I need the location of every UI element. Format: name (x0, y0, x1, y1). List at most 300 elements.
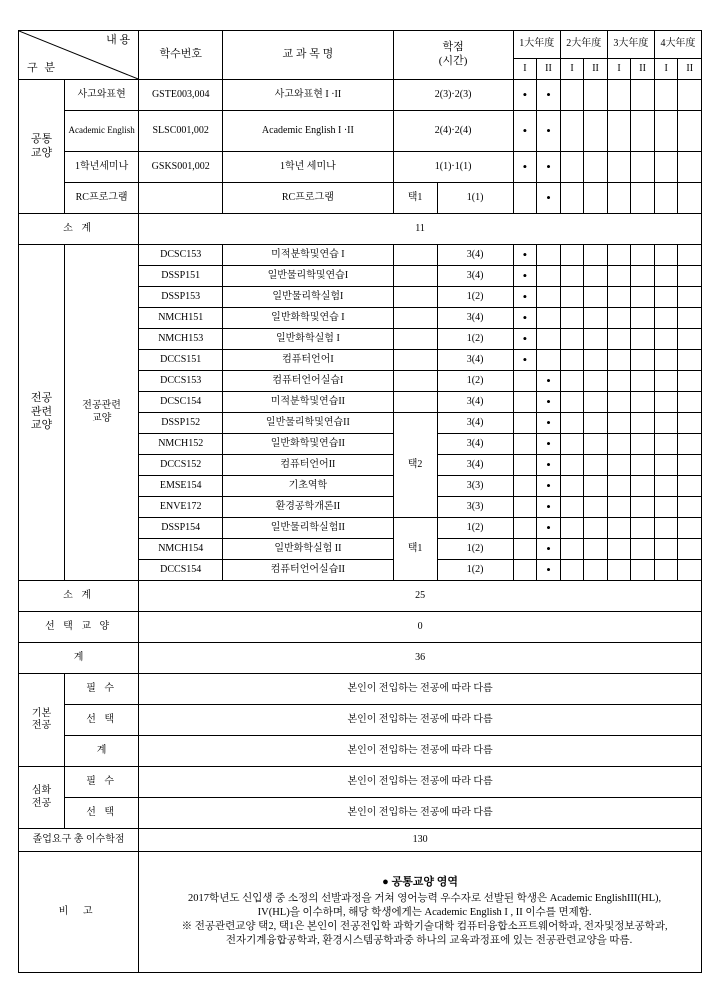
semester-mark (607, 350, 631, 371)
semester-mark (560, 266, 584, 287)
semester-mark (560, 392, 584, 413)
advanced-major-line2: 전공 (31, 797, 52, 809)
remark-heading (139, 876, 701, 890)
semester-mark (560, 455, 584, 476)
semester-mark (631, 413, 655, 434)
header-year-2: 2大年度 (560, 31, 607, 59)
semester-mark (607, 152, 631, 183)
semester-mark (607, 183, 631, 214)
semester-mark (584, 518, 608, 539)
remark-line-3 (139, 920, 701, 933)
semester-mark (584, 329, 608, 350)
curriculum-table (18, 30, 702, 973)
semester-mark (678, 392, 702, 413)
semester-mark (678, 476, 702, 497)
course-pick (393, 266, 437, 287)
semester-mark (631, 455, 655, 476)
course-code: SLSC001,002 (139, 111, 223, 152)
header-corner-top-label: 내 용 (106, 34, 131, 46)
semester-mark (537, 266, 561, 287)
header-year-1: 1大年度 (513, 31, 560, 59)
semester-mark (631, 350, 655, 371)
course-title: 일반화학및연습II (223, 434, 393, 455)
semester-mark (607, 518, 631, 539)
course-title: 1학년 세미나 (223, 152, 393, 183)
semester-mark (607, 371, 631, 392)
semester-mark (654, 287, 678, 308)
course-code: DSSP153 (139, 287, 223, 308)
course-code: NMCH153 (139, 329, 223, 350)
semester-mark (678, 80, 702, 111)
semester-mark (513, 371, 537, 392)
semester-mark (560, 350, 584, 371)
semester-mark (537, 350, 561, 371)
subtotal-value: 11 (139, 214, 702, 245)
course-credit: 3(4) (437, 308, 513, 329)
semester-mark: • (537, 539, 561, 560)
semester-mark (584, 152, 608, 183)
advanced-major-elective-value: 본인이 전입하는 전공에 따라 다름 (139, 798, 702, 829)
subtotal-value: 25 (139, 581, 702, 612)
remark-row (19, 852, 702, 973)
course-credit: 3(4) (437, 266, 513, 287)
header-course-no: 학수번호 (139, 31, 223, 80)
semester-mark (631, 434, 655, 455)
advanced-major-required-row (19, 767, 702, 798)
total-liberal-label: 계 (19, 643, 139, 674)
remark-line-4: 전자기계융합공학과, 환경시스템공학과중 하나의 교육과정표에 있는 전공관련교양을 따름. (225, 935, 633, 946)
course-title: 사고와표현 I ·II (223, 80, 393, 111)
semester-mark (678, 287, 702, 308)
course-code: NMCH152 (139, 434, 223, 455)
course-credit: 3(4) (437, 392, 513, 413)
semester-mark (607, 539, 631, 560)
course-title: 일반물리학실험I (223, 287, 393, 308)
asterisk-icon: ※ (181, 920, 193, 932)
remark-line-2: IV(HL)을 이수하며, 해당 학생에게는 Academic English I , II 이수를 면제함. (257, 906, 592, 918)
course-pick (393, 287, 437, 308)
course-title: 일반물리학실험II (223, 518, 393, 539)
course-code (139, 183, 223, 214)
semester-mark (584, 80, 608, 111)
course-pick (393, 371, 437, 392)
semester-mark (513, 183, 537, 214)
area-label (65, 111, 139, 152)
semester-mark (607, 476, 631, 497)
semester-mark: • (513, 308, 537, 329)
section-label-mr-line3: 교양 (30, 419, 53, 432)
semester-mark: • (537, 152, 561, 183)
header-credit-line1: 학점 (442, 41, 464, 54)
semester-mark (607, 455, 631, 476)
course-credit: 3(4) (437, 245, 513, 266)
semester-mark (584, 539, 608, 560)
course-title: 미적분학및연습II (223, 392, 393, 413)
section-label-common-line1: 공통 (30, 132, 53, 145)
semester-mark (560, 329, 584, 350)
header-corner-bottom-label: 구 분 (27, 62, 58, 75)
header-sem-4-2: II (678, 59, 702, 80)
semester-mark (537, 308, 561, 329)
semester-mark (678, 497, 702, 518)
semester-mark (678, 308, 702, 329)
course-title: RC프로그램 (223, 183, 393, 214)
semester-mark (654, 476, 678, 497)
total-liberal-value: 36 (139, 643, 702, 674)
semester-mark (513, 476, 537, 497)
semester-mark (584, 111, 608, 152)
semester-mark (560, 287, 584, 308)
basic-major-required-row (19, 674, 702, 705)
section-label-common-line2: 교양 (30, 146, 53, 159)
semester-mark (631, 111, 655, 152)
elective-liberal-label: 선 택 교 양 (19, 612, 139, 643)
elective-liberal-row (19, 612, 702, 643)
course-pick (393, 329, 437, 350)
header-sem-3-1: I (607, 59, 631, 80)
semester-mark (631, 497, 655, 518)
semester-mark (584, 183, 608, 214)
semester-mark (678, 245, 702, 266)
semester-mark (560, 518, 584, 539)
course-credit: 2(3)·2(3) (393, 80, 513, 111)
semester-mark (584, 560, 608, 581)
header-course-title: 교 과 목 명 (223, 31, 393, 80)
course-title: 기초역학 (223, 476, 393, 497)
basic-major-required-label: 필 수 (65, 674, 139, 705)
semester-mark (631, 308, 655, 329)
course-credit: 1(2) (437, 518, 513, 539)
semester-mark: • (537, 518, 561, 539)
course-title: 미적분학및연습 I (223, 245, 393, 266)
subtotal-label: 소 계 (19, 214, 139, 245)
semester-mark (654, 350, 678, 371)
semester-mark (678, 371, 702, 392)
course-title: 컴퓨터언어실습II (223, 560, 393, 581)
area-label-text: Academic English (68, 125, 135, 136)
semester-mark: • (513, 111, 537, 152)
semester-mark: • (537, 111, 561, 152)
course-code: DCSC153 (139, 245, 223, 266)
semester-mark (513, 455, 537, 476)
semester-mark (560, 152, 584, 183)
course-pick-group: 택1 (393, 518, 437, 581)
section-label-major-related (19, 245, 65, 581)
header-year-4: 4大年度 (654, 31, 701, 59)
course-pick (393, 350, 437, 371)
course-title: Academic English I ·II (223, 111, 393, 152)
semester-mark (560, 80, 584, 111)
basic-major-elective-row (19, 705, 702, 736)
course-title: 일반화학실험 II (223, 539, 393, 560)
semester-mark (607, 308, 631, 329)
course-title: 일반화학실험 I (223, 329, 393, 350)
semester-mark: • (537, 497, 561, 518)
basic-major-total-row (19, 736, 702, 767)
semester-mark (654, 245, 678, 266)
course-title: 일반물리학및연습II (223, 413, 393, 434)
semester-mark: • (513, 80, 537, 111)
remark-heading-text: 공통교양 영역 (391, 875, 459, 888)
semester-mark (678, 560, 702, 581)
semester-mark (607, 266, 631, 287)
remark-line-3-text: 전공관련교양 택2, 택1은 본인이 전공전입학 과학기술대학 컴퓨터융합소프트웨어학과, 전자및정보공학과, (194, 920, 668, 932)
graduation-label: 졸업요구 총 이수학점 (19, 829, 139, 852)
semester-mark (654, 80, 678, 111)
table-row (19, 245, 702, 266)
semester-mark (607, 329, 631, 350)
subtotal-label: 소 계 (19, 581, 139, 612)
semester-mark (678, 434, 702, 455)
semester-mark: • (537, 183, 561, 214)
basic-major-elective-value: 본인이 전입하는 전공에 따라 다름 (139, 705, 702, 736)
semester-mark (678, 539, 702, 560)
semester-mark (537, 329, 561, 350)
semester-mark (560, 413, 584, 434)
header-sem-2-1: I (560, 59, 584, 80)
remark-label: 비 고 (19, 852, 139, 973)
course-credit: 3(4) (437, 455, 513, 476)
semester-mark (654, 518, 678, 539)
course-code: DCCS151 (139, 350, 223, 371)
course-title: 일반물리학및연습I (223, 266, 393, 287)
semester-mark: • (513, 266, 537, 287)
semester-mark (584, 350, 608, 371)
table-row (19, 80, 702, 111)
semester-mark (607, 497, 631, 518)
subtotal-row-major-related (19, 581, 702, 612)
semester-mark: • (537, 413, 561, 434)
semester-mark (607, 560, 631, 581)
semester-mark (678, 111, 702, 152)
semester-mark (560, 497, 584, 518)
semester-mark (584, 266, 608, 287)
course-credit: 1(2) (437, 539, 513, 560)
semester-mark (560, 539, 584, 560)
advanced-major-required-value: 본인이 전입하는 전공에 따라 다름 (139, 767, 702, 798)
basic-major-line1: 기본 (31, 707, 52, 719)
advanced-major-required-label: 필 수 (65, 767, 139, 798)
advanced-major-elective-label: 선 택 (65, 798, 139, 829)
semester-mark (654, 308, 678, 329)
table-header-row-1 (19, 31, 702, 59)
course-code: DSSP151 (139, 266, 223, 287)
course-credit: 2(4)·2(4) (393, 111, 513, 152)
semester-mark (678, 183, 702, 214)
header-credit (393, 31, 513, 80)
basic-major-line2: 전공 (31, 720, 52, 731)
course-pick (393, 245, 437, 266)
course-code: DCSC154 (139, 392, 223, 413)
remark-content (139, 852, 702, 973)
course-credit: 1(2) (437, 287, 513, 308)
table-row (19, 152, 702, 183)
course-title: 환경공학개론II (223, 497, 393, 518)
semester-mark: • (513, 287, 537, 308)
semester-mark (654, 266, 678, 287)
semester-mark (631, 152, 655, 183)
semester-mark (537, 245, 561, 266)
semester-mark (584, 497, 608, 518)
basic-major-required-value: 본인이 전입하는 전공에 따라 다름 (139, 674, 702, 705)
semester-mark (631, 392, 655, 413)
semester-mark (584, 245, 608, 266)
course-code: GSTE003,004 (139, 80, 223, 111)
semester-mark (654, 539, 678, 560)
course-code: EMSE154 (139, 476, 223, 497)
semester-mark (513, 413, 537, 434)
course-title: 컴퓨터언어실습I (223, 371, 393, 392)
header-sem-3-2: II (631, 59, 655, 80)
area-label: 1학년세미나 (65, 152, 139, 183)
semester-mark (584, 308, 608, 329)
semester-mark (584, 455, 608, 476)
semester-mark: • (513, 152, 537, 183)
semester-mark (513, 560, 537, 581)
course-credit: 1(2) (437, 560, 513, 581)
semester-mark (678, 350, 702, 371)
header-sem-1-2: II (537, 59, 561, 80)
semester-mark (607, 392, 631, 413)
course-credit: 3(4) (437, 413, 513, 434)
course-code: DSSP154 (139, 518, 223, 539)
graduation-row (19, 829, 702, 852)
course-credit: 3(4) (437, 434, 513, 455)
semester-mark (631, 560, 655, 581)
semester-mark (560, 111, 584, 152)
course-title: 컴퓨터언어II (223, 455, 393, 476)
semester-mark (513, 497, 537, 518)
semester-mark (560, 371, 584, 392)
semester-mark (584, 371, 608, 392)
graduation-value: 130 (139, 829, 702, 852)
semester-mark (654, 455, 678, 476)
course-credit: 3(4) (437, 350, 513, 371)
semester-mark (584, 392, 608, 413)
semester-mark (584, 476, 608, 497)
area-label: 사고와표현 (65, 80, 139, 111)
semester-mark (631, 266, 655, 287)
semester-mark (631, 329, 655, 350)
semester-mark (654, 371, 678, 392)
course-code: DCCS154 (139, 560, 223, 581)
semester-mark (631, 476, 655, 497)
semester-mark (678, 266, 702, 287)
semester-mark (560, 308, 584, 329)
remark-line-1: 2017학년도 신입생 중 소정의 선발과정을 거쳐 영어능력 우수자로 선발된 학생은 Academic EnglishIII(HL), (188, 892, 662, 904)
semester-mark (513, 539, 537, 560)
section-label-mr-line1: 전공 (30, 391, 53, 404)
semester-mark (654, 497, 678, 518)
semester-mark (537, 287, 561, 308)
course-title: 일반화학및연습 I (223, 308, 393, 329)
semester-mark (631, 183, 655, 214)
semester-mark (560, 476, 584, 497)
semester-mark (607, 245, 631, 266)
header-sem-1-1: I (513, 59, 537, 80)
semester-mark (513, 392, 537, 413)
header-year-3: 3大年度 (607, 31, 654, 59)
course-code: DSSP152 (139, 413, 223, 434)
semester-mark (607, 434, 631, 455)
semester-mark (654, 329, 678, 350)
semester-mark (607, 111, 631, 152)
semester-mark (654, 413, 678, 434)
header-sem-4-1: I (654, 59, 678, 80)
semester-mark (654, 434, 678, 455)
course-pick (393, 392, 437, 413)
semester-mark (607, 413, 631, 434)
semester-mark (631, 80, 655, 111)
semester-mark (631, 245, 655, 266)
area-label-mr-line1: 전공관련 (82, 400, 121, 411)
semester-mark: • (537, 80, 561, 111)
semester-mark (607, 80, 631, 111)
semester-mark (678, 152, 702, 183)
semester-mark (678, 413, 702, 434)
section-label-basic-major (19, 674, 65, 767)
elective-liberal-value: 0 (139, 612, 702, 643)
course-title: 컴퓨터언어I (223, 350, 393, 371)
semester-mark: • (537, 560, 561, 581)
course-credit: 1(1)·1(1) (393, 152, 513, 183)
semester-mark (631, 371, 655, 392)
area-label: RC프로그램 (65, 183, 139, 214)
semester-mark (560, 245, 584, 266)
semester-mark (584, 287, 608, 308)
semester-mark (584, 434, 608, 455)
semester-mark (654, 183, 678, 214)
bullet-icon: ● (382, 875, 389, 888)
semester-mark (678, 329, 702, 350)
course-code: DCCS152 (139, 455, 223, 476)
section-label-mr-line2: 관련 (30, 405, 53, 418)
advanced-major-line1: 심화 (31, 785, 52, 796)
semester-mark (631, 287, 655, 308)
subtotal-row-common (19, 214, 702, 245)
semester-mark: • (513, 245, 537, 266)
course-code: DCCS153 (139, 371, 223, 392)
course-code: ENVE172 (139, 497, 223, 518)
course-pick: 택1 (393, 183, 437, 214)
semester-mark: • (537, 476, 561, 497)
semester-mark (560, 183, 584, 214)
semester-mark (654, 392, 678, 413)
total-liberal-row (19, 643, 702, 674)
section-label-advanced-major (19, 767, 65, 829)
semester-mark: • (537, 392, 561, 413)
section-label-common (19, 80, 65, 214)
advanced-major-elective-row (19, 798, 702, 829)
course-code: NMCH154 (139, 539, 223, 560)
semester-mark (513, 518, 537, 539)
table-row (19, 183, 702, 214)
semester-mark (607, 287, 631, 308)
semester-mark (560, 560, 584, 581)
course-credit: 1(2) (437, 371, 513, 392)
course-code: GSKS001,002 (139, 152, 223, 183)
basic-major-elective-label: 선 택 (65, 705, 139, 736)
course-credit: 3(3) (437, 476, 513, 497)
semester-mark: • (537, 455, 561, 476)
semester-mark (678, 518, 702, 539)
basic-major-total-value: 본인이 전입하는 전공에 따라 다름 (139, 736, 702, 767)
semester-mark (678, 455, 702, 476)
course-pick (393, 308, 437, 329)
semester-mark: • (537, 371, 561, 392)
table-row (19, 111, 702, 152)
semester-mark: • (513, 329, 537, 350)
